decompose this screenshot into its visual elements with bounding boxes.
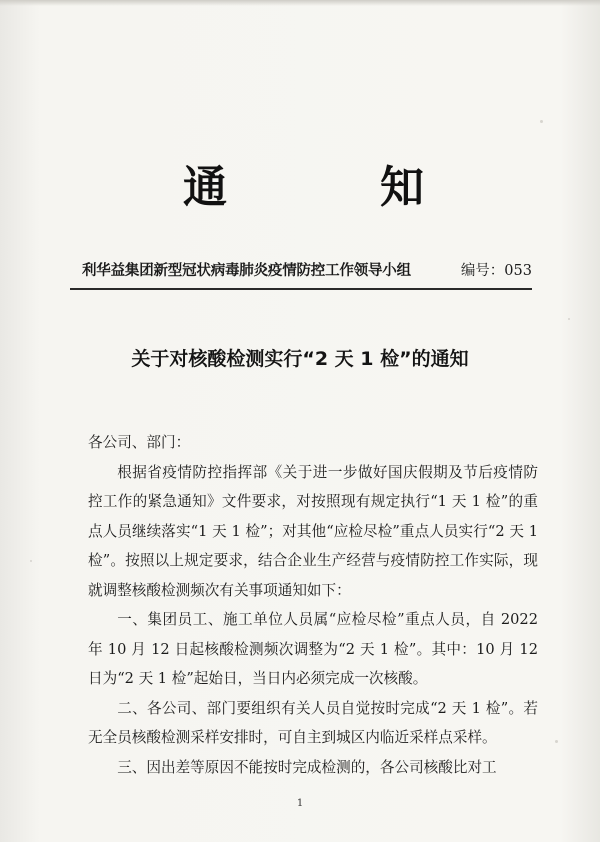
notice-heading-char-1: 通 <box>183 162 227 213</box>
body-paragraph-item-2: 二、各公司、部门要组织有关人员自觉按时完成“2 天 1 检”。若无全员核酸检测采样安排时，可自主到城区内临近采样点采样。 <box>88 699 538 746</box>
salutation: 各公司、部门： <box>88 434 191 451</box>
document-title: 关于对核酸检测实行“2 天 1 检”的通知 <box>131 348 469 370</box>
notice-heading-char-2: 知 <box>380 162 424 213</box>
page-number: 1 <box>296 798 304 809</box>
issuer-line <box>82 258 532 284</box>
body-paragraph-item-1: 一、集团员工、施工单位人员属“应检尽检”重点人员，自 2022 年 10 月 12 日起核酸检测频次调整为“2 天 1 检”。其中：10 月 12 日为“2 天 1 检”起始日，当日内必须完成一次核酸。 <box>88 611 538 687</box>
scan-edge <box>0 0 600 6</box>
document-number: 编号：053 <box>460 263 532 279</box>
scan-speck <box>540 120 543 123</box>
scan-speck <box>555 740 558 743</box>
header-divider <box>70 288 532 290</box>
issuer-name: 利华益集团新型冠状病毒肺炎疫情防控工作领导小组 <box>82 263 411 279</box>
notice-heading <box>0 158 600 218</box>
body-paragraph-item-3: 三、因出差等原因不能按时完成检测的，各公司核酸比对工 <box>117 758 497 776</box>
body-paragraph-intro: 根据省疫情防控指挥部《关于进一步做好国庆假期及节后疫情防控工作的紧急通知》文件要求，对按照现有规定执行“1 天 1 检”的重点人员继续落实“1 天 1 检”；对其他“应检尽检”重点人员实行“2 天 1 检”。按照以上规定要求，结合企业生产经营与疫情防控工作实际，现就调整核酸检测频次有关事项通知如下： <box>88 463 538 599</box>
scan-speck <box>30 560 32 562</box>
document-body <box>88 428 538 782</box>
scan-speck <box>568 318 570 320</box>
